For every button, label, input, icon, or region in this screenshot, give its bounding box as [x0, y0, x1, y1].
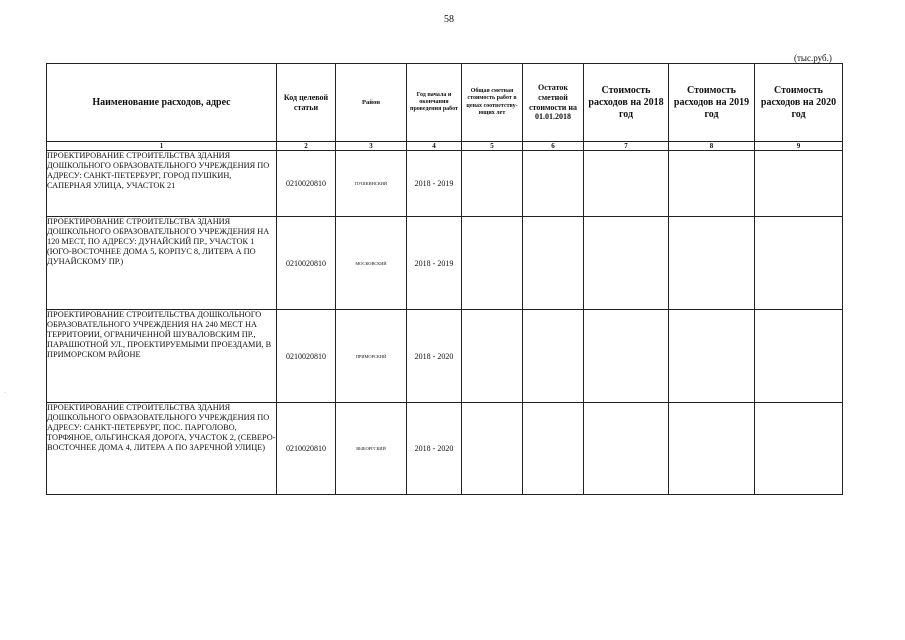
row-remaining [523, 403, 584, 495]
row-cost-2018 [584, 151, 669, 217]
column-number: 8 [669, 142, 755, 151]
column-number: 9 [755, 142, 843, 151]
row-total-cost [462, 151, 523, 217]
row-total-cost [462, 217, 523, 310]
header-total-cost: Общая сметная стоимость работ в ценах соответству-ющих лет [462, 64, 523, 142]
header-cost-2018: Стоимость расходов на 2018 год [584, 64, 669, 142]
row-period: 2018 - 2020 [407, 403, 462, 495]
row-total-cost [462, 403, 523, 495]
column-number: 4 [407, 142, 462, 151]
column-number: 2 [277, 142, 336, 151]
row-cost-2019 [669, 217, 755, 310]
row-cost-2020 [755, 151, 843, 217]
row-district: МОСКОВСКИЙ [336, 217, 407, 310]
row-code: 0210020810 [277, 151, 336, 217]
row-code: 0210020810 [277, 217, 336, 310]
row-district: ПРИМОРСКИЙ [336, 310, 407, 403]
row-cost-2018 [584, 403, 669, 495]
row-total-cost [462, 310, 523, 403]
table-row [47, 403, 843, 495]
row-name: ПРОЕКТИРОВАНИЕ СТРОИТЕЛЬСТВА ЗДАНИЯ ДОШКОЛЬНОГО ОБРАЗОВАТЕЛЬНОГО УЧРЕЖДЕНИЯ НА 120 МЕСТ, ПО АДРЕСУ: ДУНАЙСКИЙ ПР., УЧАСТОК 1 (ЮГО-ВОСТОЧНЕЕ ДОМА 5, КОРПУС 8, ЛИТЕРА А ПО ДУНАЙСКОМУ ПР.) [47, 217, 277, 310]
table-row [47, 310, 843, 403]
row-cost-2020 [755, 403, 843, 495]
row-cost-2019 [669, 310, 755, 403]
row-name: ПРОЕКТИРОВАНИЕ СТРОИТЕЛЬСТВА ЗДАНИЯ ДОШКОЛЬНОГО ОБРАЗОВАТЕЛЬНОГО УЧРЕЖДЕНИЯ ПО АДРЕСУ: САНКТ-ПЕТЕРБУРГ, ПОС. ПАРГОЛОВО, ТОРФЯНОЕ, ОЛЬГИНСКАЯ ДОРОГА, УЧАСТОК 2, (СЕВЕРО-ВОСТОЧНЕЕ ДОМА 4, ЛИТЕРА А ПО ЗАРЕЧНОЙ УЛИЦЕ) [47, 403, 277, 495]
header-cost-2020: Стоимость расходов на 2020 год [755, 64, 843, 142]
table-row [47, 151, 843, 217]
row-cost-2019 [669, 151, 755, 217]
header-period: Год начала и окончания проведения работ [407, 64, 462, 142]
units-label: (тыс.руб.) [794, 53, 832, 63]
column-number: 1 [47, 142, 277, 151]
expenses-table [46, 63, 843, 495]
row-cost-2018 [584, 310, 669, 403]
page-number: 58 [444, 14, 454, 25]
edge-mark: · [4, 390, 6, 396]
row-code: 0210020810 [277, 310, 336, 403]
column-number-row [47, 142, 843, 151]
row-remaining [523, 151, 584, 217]
column-number: 5 [462, 142, 523, 151]
column-number: 6 [523, 142, 584, 151]
header-row [47, 64, 843, 142]
row-district: ПУШКИНСКИЙ [336, 151, 407, 217]
row-code: 0210020810 [277, 403, 336, 495]
column-number: 3 [336, 142, 407, 151]
row-cost-2020 [755, 310, 843, 403]
table-row [47, 217, 843, 310]
row-name: ПРОЕКТИРОВАНИЕ СТРОИТЕЛЬСТВА ДОШКОЛЬНОГО ОБРАЗОВАТЕЛЬНОГО УЧРЕЖДЕНИЯ НА 240 МЕСТ НА ТЕРРИТОРИИ, ОГРАНИЧЕННОЙ ШУВАЛОВСКИМ ПР., ПАРАШЮТНОЙ УЛ., ПРОЕКТИРУЕМЫМИ ПРОЕЗДАМИ, В ПРИМОРСКОМ РАЙОНЕ [47, 310, 277, 403]
header-district: Район [336, 64, 407, 142]
row-period: 2018 - 2019 [407, 151, 462, 217]
header-code: Код целевой статьи [277, 64, 336, 142]
header-name: Наименование расходов, адрес [47, 64, 277, 142]
row-period: 2018 - 2019 [407, 217, 462, 310]
row-period: 2018 - 2020 [407, 310, 462, 403]
row-remaining [523, 217, 584, 310]
row-remaining [523, 310, 584, 403]
header-remaining: Остаток сметной стоимости на 01.01.2018 [523, 64, 584, 142]
header-cost-2019: Стоимость расходов на 2019 год [669, 64, 755, 142]
row-name: ПРОЕКТИРОВАНИЕ СТРОИТЕЛЬСТВА ЗДАНИЯ ДОШКОЛЬНОГО ОБРАЗОВАТЕЛЬНОГО УЧРЕЖДЕНИЯ ПО АДРЕСУ: САНКТ-ПЕТЕРБУРГ, ГОРОД ПУШКИН, САПЕРНАЯ УЛИЦА, УЧАСТОК 21 [47, 151, 277, 217]
row-cost-2020 [755, 217, 843, 310]
row-district: ВЫБОРГСКИЙ [336, 403, 407, 495]
row-cost-2018 [584, 217, 669, 310]
column-number: 7 [584, 142, 669, 151]
row-cost-2019 [669, 403, 755, 495]
